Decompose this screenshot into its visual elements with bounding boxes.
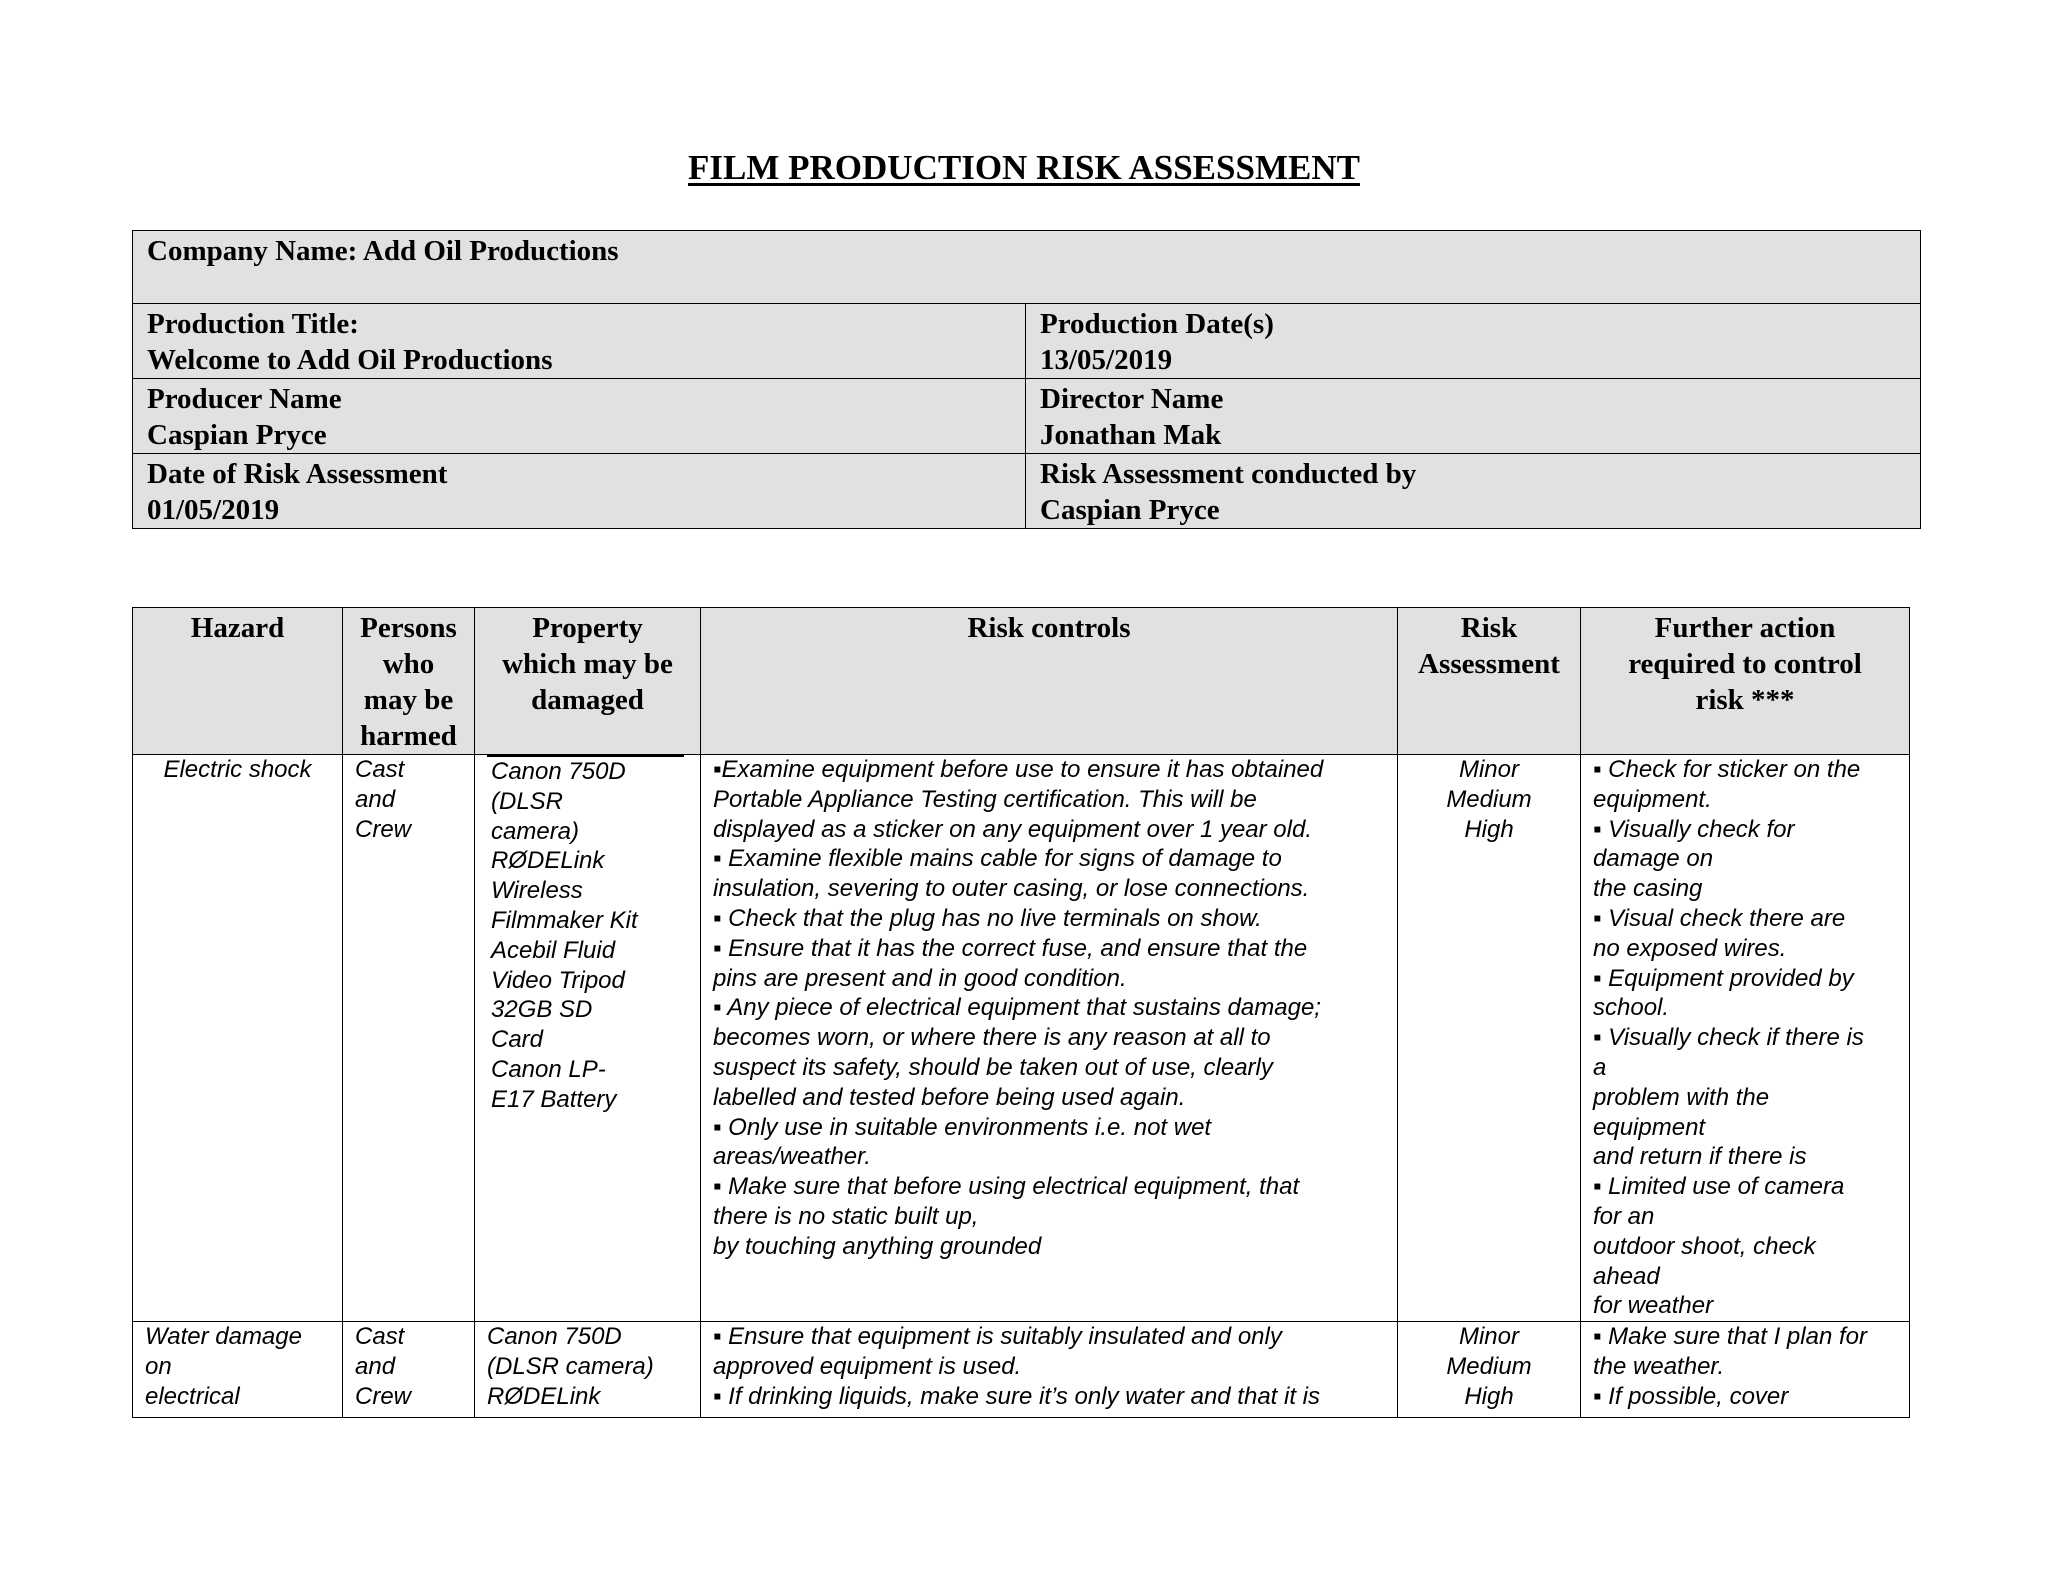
cell-line: ▪ Check for sticker on the — [1593, 756, 1861, 783]
risk-assessment-cell — [1398, 755, 1581, 1322]
hazard-table-header — [133, 608, 1910, 755]
cell-line: RØDELink — [487, 1382, 601, 1410]
cell-line: 32GB SD — [491, 996, 593, 1024]
cell-line: electrical — [145, 1382, 240, 1410]
cell-line: (DLSR — [491, 787, 564, 815]
cell-line: (DLSR camera) — [487, 1352, 654, 1380]
cell-line: insulation, severing to outer casing, or lose connections. — [713, 875, 1310, 903]
cell-line: ▪ Limited use of camera — [1593, 1173, 1845, 1201]
cell-line: Canon LP- — [491, 1055, 606, 1083]
conducted-by-value: Caspian Pryce — [1040, 494, 1220, 526]
cell-line: pins are present and in good condition. — [713, 964, 1127, 992]
production-dates-label: Production Date(s) — [1040, 308, 1274, 340]
cell-line: the casing — [1593, 875, 1703, 903]
persons-cell — [343, 1322, 475, 1418]
cell-line: Crew — [355, 1382, 412, 1410]
producer-label: Producer Name — [147, 383, 342, 415]
cell-line: Canon 750D — [487, 1323, 622, 1351]
header-property: Property which may be damaged — [475, 608, 701, 755]
cell-line: there is no static built up, — [713, 1202, 979, 1230]
director-label: Director Name — [1040, 383, 1224, 415]
assessment-date-label: Date of Risk Assessment — [147, 458, 448, 490]
document-title: FILM PRODUCTION RISK ASSESSMENT — [688, 148, 1360, 187]
header-persons: Persons who may be harmed — [343, 608, 475, 755]
cell-line: Filmmaker Kit — [491, 906, 638, 934]
director-cell — [1026, 379, 1921, 454]
producer-value: Caspian Pryce — [147, 419, 327, 451]
cell-line: ahead — [1593, 1262, 1660, 1290]
cell-line: by touching anything grounded — [713, 1232, 1042, 1260]
company-name: Company Name: Add Oil Productions — [147, 235, 619, 267]
assessment-date-cell — [133, 454, 1026, 529]
conducted-by-cell — [1026, 454, 1921, 529]
cell-line: and — [355, 785, 396, 813]
cell-line: suspect its safety, should be taken out of use, clearly — [713, 1053, 1273, 1081]
risk-controls-cell — [701, 1322, 1398, 1418]
header-hazard: Hazard — [133, 608, 343, 755]
cell-line: ▪ Any piece of electrical equipment that sustains damage; — [713, 994, 1321, 1022]
further-action-cell — [1581, 755, 1910, 1322]
cell-line: ▪ Check that the plug has no live terminals on show. — [713, 904, 1262, 932]
cell-line: and — [355, 1352, 396, 1380]
cell-line: Minor — [1458, 1323, 1519, 1351]
conducted-by-label: Risk Assessment conducted by — [1040, 458, 1417, 490]
cell-line: problem with the — [1593, 1083, 1770, 1111]
cell-line: labelled and tested before being used again. — [713, 1083, 1186, 1111]
cell-line: damage on — [1593, 845, 1714, 873]
cell-line: Water damage — [145, 1323, 302, 1351]
cell-line: school. — [1593, 994, 1670, 1022]
cell-line: ▪ If drinking liquids, make sure it’s only water and that it is — [713, 1382, 1321, 1410]
cell-line: ▪ Visually check for — [1593, 815, 1795, 843]
cell-line: RØDELink — [491, 847, 605, 875]
production-title-cell — [133, 304, 1026, 379]
cell-line: displayed as a sticker on any equipment over 1 year old. — [713, 815, 1313, 843]
cell-line: ▪ Make sure that I plan for — [1593, 1323, 1867, 1351]
cell-line: ▪Examine equipment before use to ensure it has obtained — [713, 756, 1324, 783]
cell-line: Electric shock — [163, 756, 312, 783]
cell-line: Acebil Fluid — [491, 936, 616, 964]
persons-cell — [343, 755, 475, 1322]
cell-line: ▪ Examine flexible mains cable for signs of damage to — [713, 845, 1282, 873]
property-cell — [475, 1322, 701, 1418]
cell-line: equipment. — [1593, 785, 1712, 813]
cell-line: Canon 750D — [491, 758, 626, 785]
cell-line: ▪ Ensure that it has the correct fuse, and ensure that the — [713, 934, 1308, 962]
cell-line: for an — [1593, 1202, 1655, 1230]
risk-controls-cell — [701, 755, 1398, 1322]
cell-line: High — [1464, 1382, 1514, 1410]
cell-line: the weather. — [1593, 1352, 1725, 1380]
header-risk-controls: Risk controls — [701, 608, 1398, 755]
table-row — [133, 1322, 1910, 1418]
cell-line: on — [145, 1352, 172, 1380]
cell-line: ▪ Visually check if there is — [1593, 1024, 1864, 1052]
cell-line: ▪ Ensure that equipment is suitably insulated and only — [713, 1323, 1282, 1351]
hazard-cell — [133, 755, 343, 1322]
cell-line: Video Tripod — [491, 966, 625, 994]
director-value: Jonathan Mak — [1040, 419, 1222, 451]
cell-line: Crew — [355, 815, 412, 843]
header-risk-assessment: Risk Assessment — [1398, 608, 1581, 755]
cell-line: Cast — [355, 756, 405, 783]
cell-line: Card — [491, 1026, 544, 1054]
header-further-action: Further action required to control risk *** — [1581, 608, 1910, 755]
further-action-cell — [1581, 1322, 1910, 1418]
production-info-table — [132, 230, 1921, 529]
production-title-label: Production Title: — [147, 308, 359, 340]
assessment-date-value: 01/05/2019 — [147, 494, 280, 526]
production-dates-value: 13/05/2019 — [1040, 344, 1173, 376]
table-row — [133, 755, 1910, 1322]
property-cell — [475, 755, 701, 1322]
cell-line: E17 Battery — [491, 1085, 617, 1113]
cell-line: ▪ Only use in suitable environments i.e. not wet — [713, 1113, 1212, 1141]
property-list — [491, 757, 688, 1115]
producer-cell — [133, 379, 1026, 454]
hazard-cell — [133, 1322, 343, 1418]
cell-line: becomes worn, or where there is any reason at all to — [713, 1024, 1271, 1052]
cell-line: camera) — [491, 817, 580, 845]
cell-line: equipment — [1593, 1113, 1706, 1141]
cell-line: approved equipment is used. — [713, 1352, 1022, 1380]
cell-line: Medium — [1446, 785, 1532, 813]
production-title-value: Welcome to Add Oil Productions — [147, 344, 553, 376]
cell-line: outdoor shoot, check — [1593, 1232, 1816, 1260]
cell-line: Cast — [355, 1323, 405, 1351]
cell-line: Minor — [1458, 756, 1519, 783]
cell-line: ▪ If possible, cover — [1593, 1382, 1789, 1410]
cell-line: ▪ Visual check there are — [1593, 904, 1846, 932]
hazard-table — [132, 607, 1910, 1418]
cell-line: High — [1464, 815, 1514, 843]
cell-line: ▪ Equipment provided by — [1593, 964, 1854, 992]
production-dates-cell — [1026, 304, 1921, 379]
cell-line: ▪ Make sure that before using electrical equipment, that — [713, 1173, 1300, 1201]
cell-line: and return if there is — [1593, 1143, 1807, 1171]
risk-assessment-cell — [1398, 1322, 1581, 1418]
cell-line: for weather — [1593, 1292, 1714, 1320]
cell-line: areas/weather. — [713, 1143, 871, 1171]
cell-line: Wireless — [491, 877, 583, 905]
cell-line: Portable Appliance Testing certification. This will be — [713, 785, 1257, 813]
cell-line: no exposed wires. — [1593, 934, 1787, 962]
cell-line: a — [1593, 1053, 1607, 1081]
cell-line: Medium — [1446, 1352, 1532, 1380]
company-name-cell — [133, 231, 1921, 304]
